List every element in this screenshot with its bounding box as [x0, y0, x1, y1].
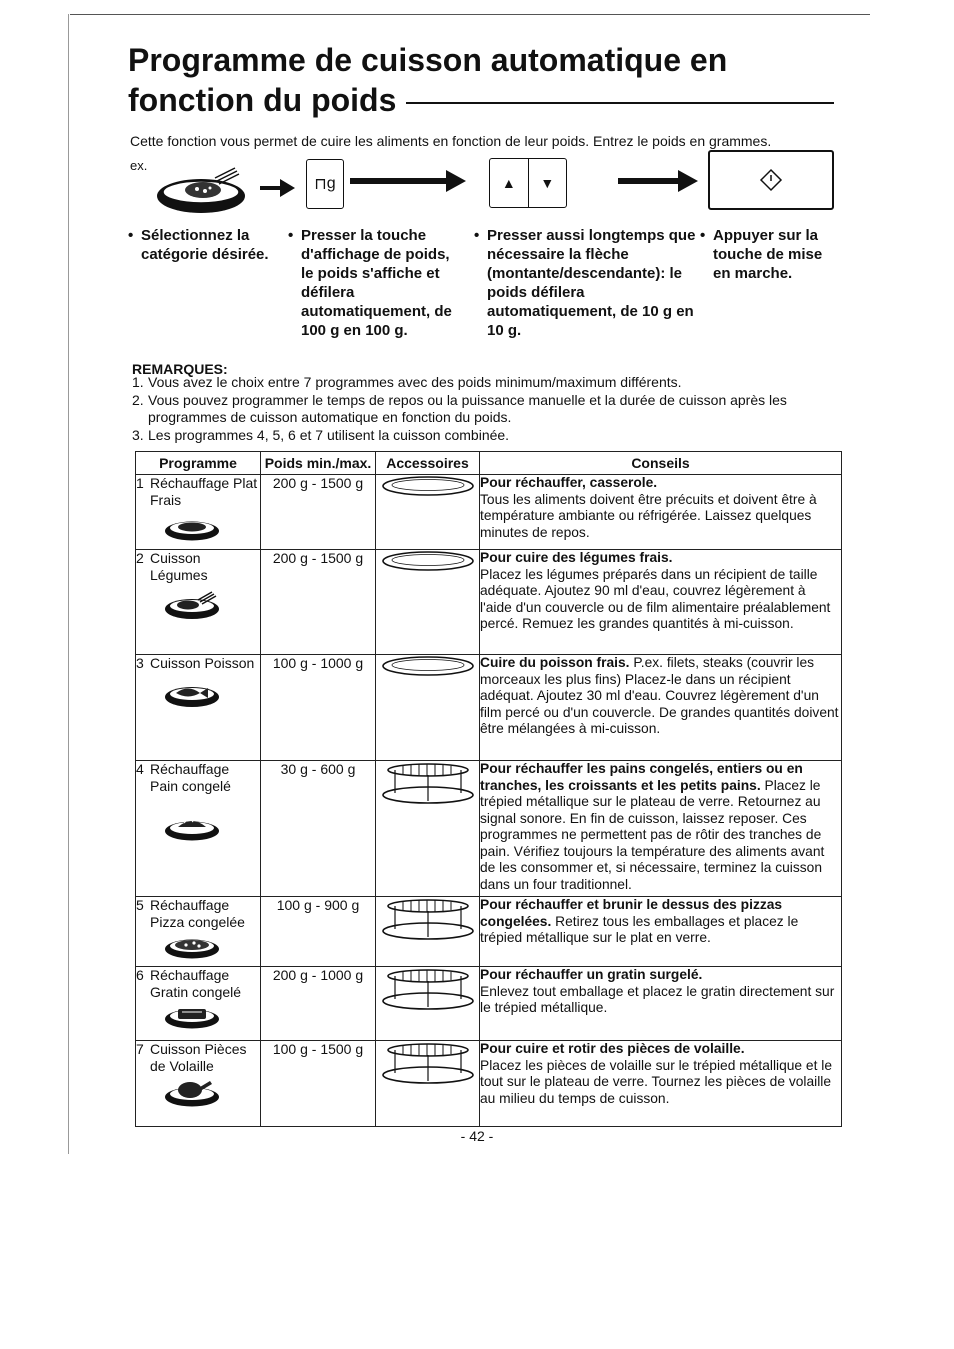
remark-item: [132, 427, 822, 445]
weight-key-icon: ⊓: [314, 176, 327, 193]
programme-cell: [136, 550, 261, 655]
tips-cell: [480, 475, 842, 550]
tips-cell: [480, 1041, 842, 1127]
programme-name: Cuisson Légumes: [150, 550, 208, 583]
table-row: [136, 897, 842, 967]
table-row: [136, 967, 842, 1041]
tip-heading: Pour réchauffer les pains congelés, entiers ou en tranches, les croissants et les petits pains.: [480, 761, 803, 793]
table-row: [136, 761, 842, 897]
up-arrow-key[interactable]: ▲: [501, 175, 516, 191]
accessory-cell: [376, 967, 480, 1041]
start-key[interactable]: [708, 150, 834, 210]
accessory-cell: [376, 655, 480, 761]
tip-text: Placez le trépied métallique sur le plateau de verre. Retournez au signal sonore. En fin de cuisson, laissez reposer. Ces programmes ne permettent pas de rôtir des tranches de pain. Vérifiez toujours la température des aliments avant de les consommer et, si nécessaire, terminez la cuisson dans un four traditionnel.: [480, 777, 825, 892]
weight-cell: 200 g - 1000 g: [261, 967, 376, 1041]
accessory-cell: [376, 1041, 480, 1127]
title-rule: [406, 102, 834, 104]
title-line-2-wrap: [128, 80, 834, 120]
tip-text: Tous les aliments doivent être précuits et doivent être à température ambiante ou réfrigérée. Laissez quelques minutes de repos.: [480, 491, 817, 540]
table-row: [136, 475, 842, 550]
tip-text: Enlevez tout emballage et placez le gratin directement sur le trépied métallique.: [480, 983, 835, 1015]
weight-cell: 100 g - 900 g: [261, 897, 376, 967]
programme-name: Réchauffage Plat Frais: [150, 475, 258, 508]
metal-rack-icon: [381, 1041, 475, 1085]
page-number: - 42 -: [460, 1128, 494, 1144]
step-3: [474, 226, 696, 340]
programme-number: 3: [136, 655, 144, 671]
plate-food-icon: [155, 160, 300, 216]
remark-item: [132, 392, 822, 427]
tip-text: Retirez tous les emballages et placez le trépied métallique sur le plat en verre.: [480, 913, 799, 945]
weight-cell: 100 g - 1000 g: [261, 655, 376, 761]
tip-text: Placez les pièces de volaille sur le trépied métallique et le tout sur le plateau de verre. Tournez les pièces de volaille au milieu du temps de cuisson.: [480, 1057, 833, 1106]
accessory-cell: [376, 897, 480, 967]
remarks-heading: REMARQUES:: [132, 361, 228, 377]
programme-table: [135, 451, 842, 1127]
title-line-2: fonction du poids: [128, 82, 397, 118]
programme-name: Réchauffage Pain congelé: [150, 761, 231, 794]
remarks-list: [132, 374, 822, 444]
accessory-cell: [376, 550, 480, 655]
page-title: [128, 40, 834, 120]
step-text: Presser aussi longtemps que nécessaire la flèche (montante/descendante): le poids défilera automatiquement, de 10 g en 10 g.: [487, 227, 696, 339]
programme-cell: [136, 655, 261, 761]
programme-number: 4: [136, 761, 144, 777]
programme-name: Cuisson Pièces de Volaille: [150, 1041, 247, 1074]
weight-cell: 200 g - 1500 g: [261, 475, 376, 550]
header-programme: Programme: [136, 452, 261, 475]
remark-text: Vous avez le choix entre 7 programmes avec des poids minimum/maximum différents.: [148, 374, 682, 390]
remark-item: [132, 374, 822, 392]
programme-cell: [136, 475, 261, 550]
up-down-keys: [489, 158, 567, 208]
weight-key[interactable]: [306, 159, 344, 209]
step-4: [700, 226, 840, 283]
remark-num: 2.: [132, 391, 144, 408]
down-arrow-key[interactable]: ▼: [528, 159, 567, 207]
table-row: [136, 1041, 842, 1127]
arrow-right-icon: [618, 166, 700, 196]
remark-text: Vous pouvez programmer le temps de repos ou la puissance manuelle et la durée de cuisson après les programmes de cuisson automatique en fonction du poids.: [148, 391, 787, 425]
programme-cell: [136, 967, 261, 1041]
step-bullet: •: [474, 227, 480, 244]
tips-cell: [480, 655, 842, 761]
programme-cell: [136, 761, 261, 897]
step-text: Presser la touche d'affichage de poids, le poids s'affiche et défilera automatiquement, de 100 g en 100 g.: [301, 227, 452, 339]
tip-heading: Pour réchauffer et brunir le dessus des pizzas congelées.: [480, 897, 783, 929]
tips-cell: [480, 897, 842, 967]
weight-cell: 30 g - 600 g: [261, 761, 376, 897]
poultry-icon: [164, 1077, 220, 1107]
pizza-icon: [164, 933, 220, 959]
table-header-row: [136, 452, 842, 475]
programme-number: 6: [136, 967, 144, 983]
remark-num: 3.: [132, 426, 144, 443]
tips-cell: [480, 550, 842, 655]
intro-text: Cette fonction vous permet de cuire les aliments en fonction de leur poids. Entrez le poids en grammes.: [130, 133, 772, 149]
step-text: Appuyer sur la touche de mise en marche.: [713, 227, 823, 282]
accessory-cell: [376, 475, 480, 550]
glass-tray-icon: [381, 655, 475, 677]
tips-cell: [480, 967, 842, 1041]
tip-heading: Cuire du poisson frais.: [480, 655, 630, 670]
header-accessories: Accessoires: [376, 452, 480, 475]
weight-cell: 100 g - 1500 g: [261, 1041, 376, 1127]
remark-num: 1.: [132, 374, 144, 390]
start-diamond-icon: [759, 168, 783, 192]
programme-name: Réchauffage Gratin congelé: [150, 967, 242, 1000]
metal-rack-icon: [381, 897, 475, 941]
glass-tray-icon: [381, 475, 475, 497]
step-bullet: •: [288, 227, 294, 244]
tip-text: P.ex. filets, steaks (couvrir les morceaux les plus fins) Placez-le dans un récipient adéquat. Ajoutez 30 ml d'eau. Couvrez légèrement d'un film percé ou d'un couvercle. De grandes quantités doivent être mélangées à mi-cuisson.: [480, 655, 839, 736]
programme-number: 2: [136, 550, 144, 566]
vegetables-icon: [164, 590, 220, 620]
programme-number: 7: [136, 1041, 144, 1057]
bread-icon: [164, 813, 220, 841]
left-rule: [68, 14, 69, 1154]
fish-icon: [164, 678, 220, 708]
table-row: [136, 550, 842, 655]
title-line-1: Programme de cuisson automatique en: [128, 42, 728, 78]
programme-number: 5: [136, 897, 144, 913]
weight-cell: 200 g - 1500 g: [261, 550, 376, 655]
table-row: [136, 655, 842, 761]
step-2: [288, 226, 460, 340]
arrow-right-icon: [350, 166, 468, 196]
metal-rack-icon: [381, 967, 475, 1011]
remark-text: Les programmes 4, 5, 6 et 7 utilisent la cuisson combinée.: [148, 426, 510, 443]
programme-cell: [136, 897, 261, 967]
weight-key-label: g: [326, 175, 336, 192]
header-tips: Conseils: [480, 452, 842, 475]
tip-heading: Pour cuire des légumes frais.: [480, 550, 673, 565]
programme-name: Cuisson Poisson: [150, 655, 255, 671]
tip-heading: Pour cuire et rotir des pièces de volaille.: [480, 1041, 745, 1056]
programme-name: Réchauffage Pizza congelée: [150, 897, 245, 930]
example-label: ex.: [130, 158, 148, 173]
plate-icon: [164, 515, 220, 541]
accessory-cell: [376, 761, 480, 897]
tip-heading: Pour réchauffer un gratin surgelé.: [480, 967, 703, 982]
gratin-icon: [164, 1003, 220, 1029]
metal-rack-icon: [381, 761, 475, 805]
programme-number: 1: [136, 475, 144, 491]
programme-cell: [136, 1041, 261, 1127]
step-bullet: •: [700, 227, 706, 244]
header-weight: Poids min./max.: [261, 452, 376, 475]
tip-heading: Pour réchauffer, casserole.: [480, 475, 658, 490]
glass-tray-icon: [381, 550, 475, 572]
step-text: Sélectionnez la catégorie désirée.: [141, 227, 269, 263]
top-rule: [70, 14, 870, 15]
tips-cell: [480, 761, 842, 897]
step-1: [128, 226, 276, 264]
step-bullet: •: [128, 227, 134, 244]
tip-text: Placez les légumes préparés dans un récipient de taille adéquate. Ajoutez 90 ml d'eau, couvrez légèrement à l'aide d'un couvercle ou de film alimentaire préalablement percé. Remuez les grandes quantités à mi-cuisson.: [480, 566, 831, 631]
